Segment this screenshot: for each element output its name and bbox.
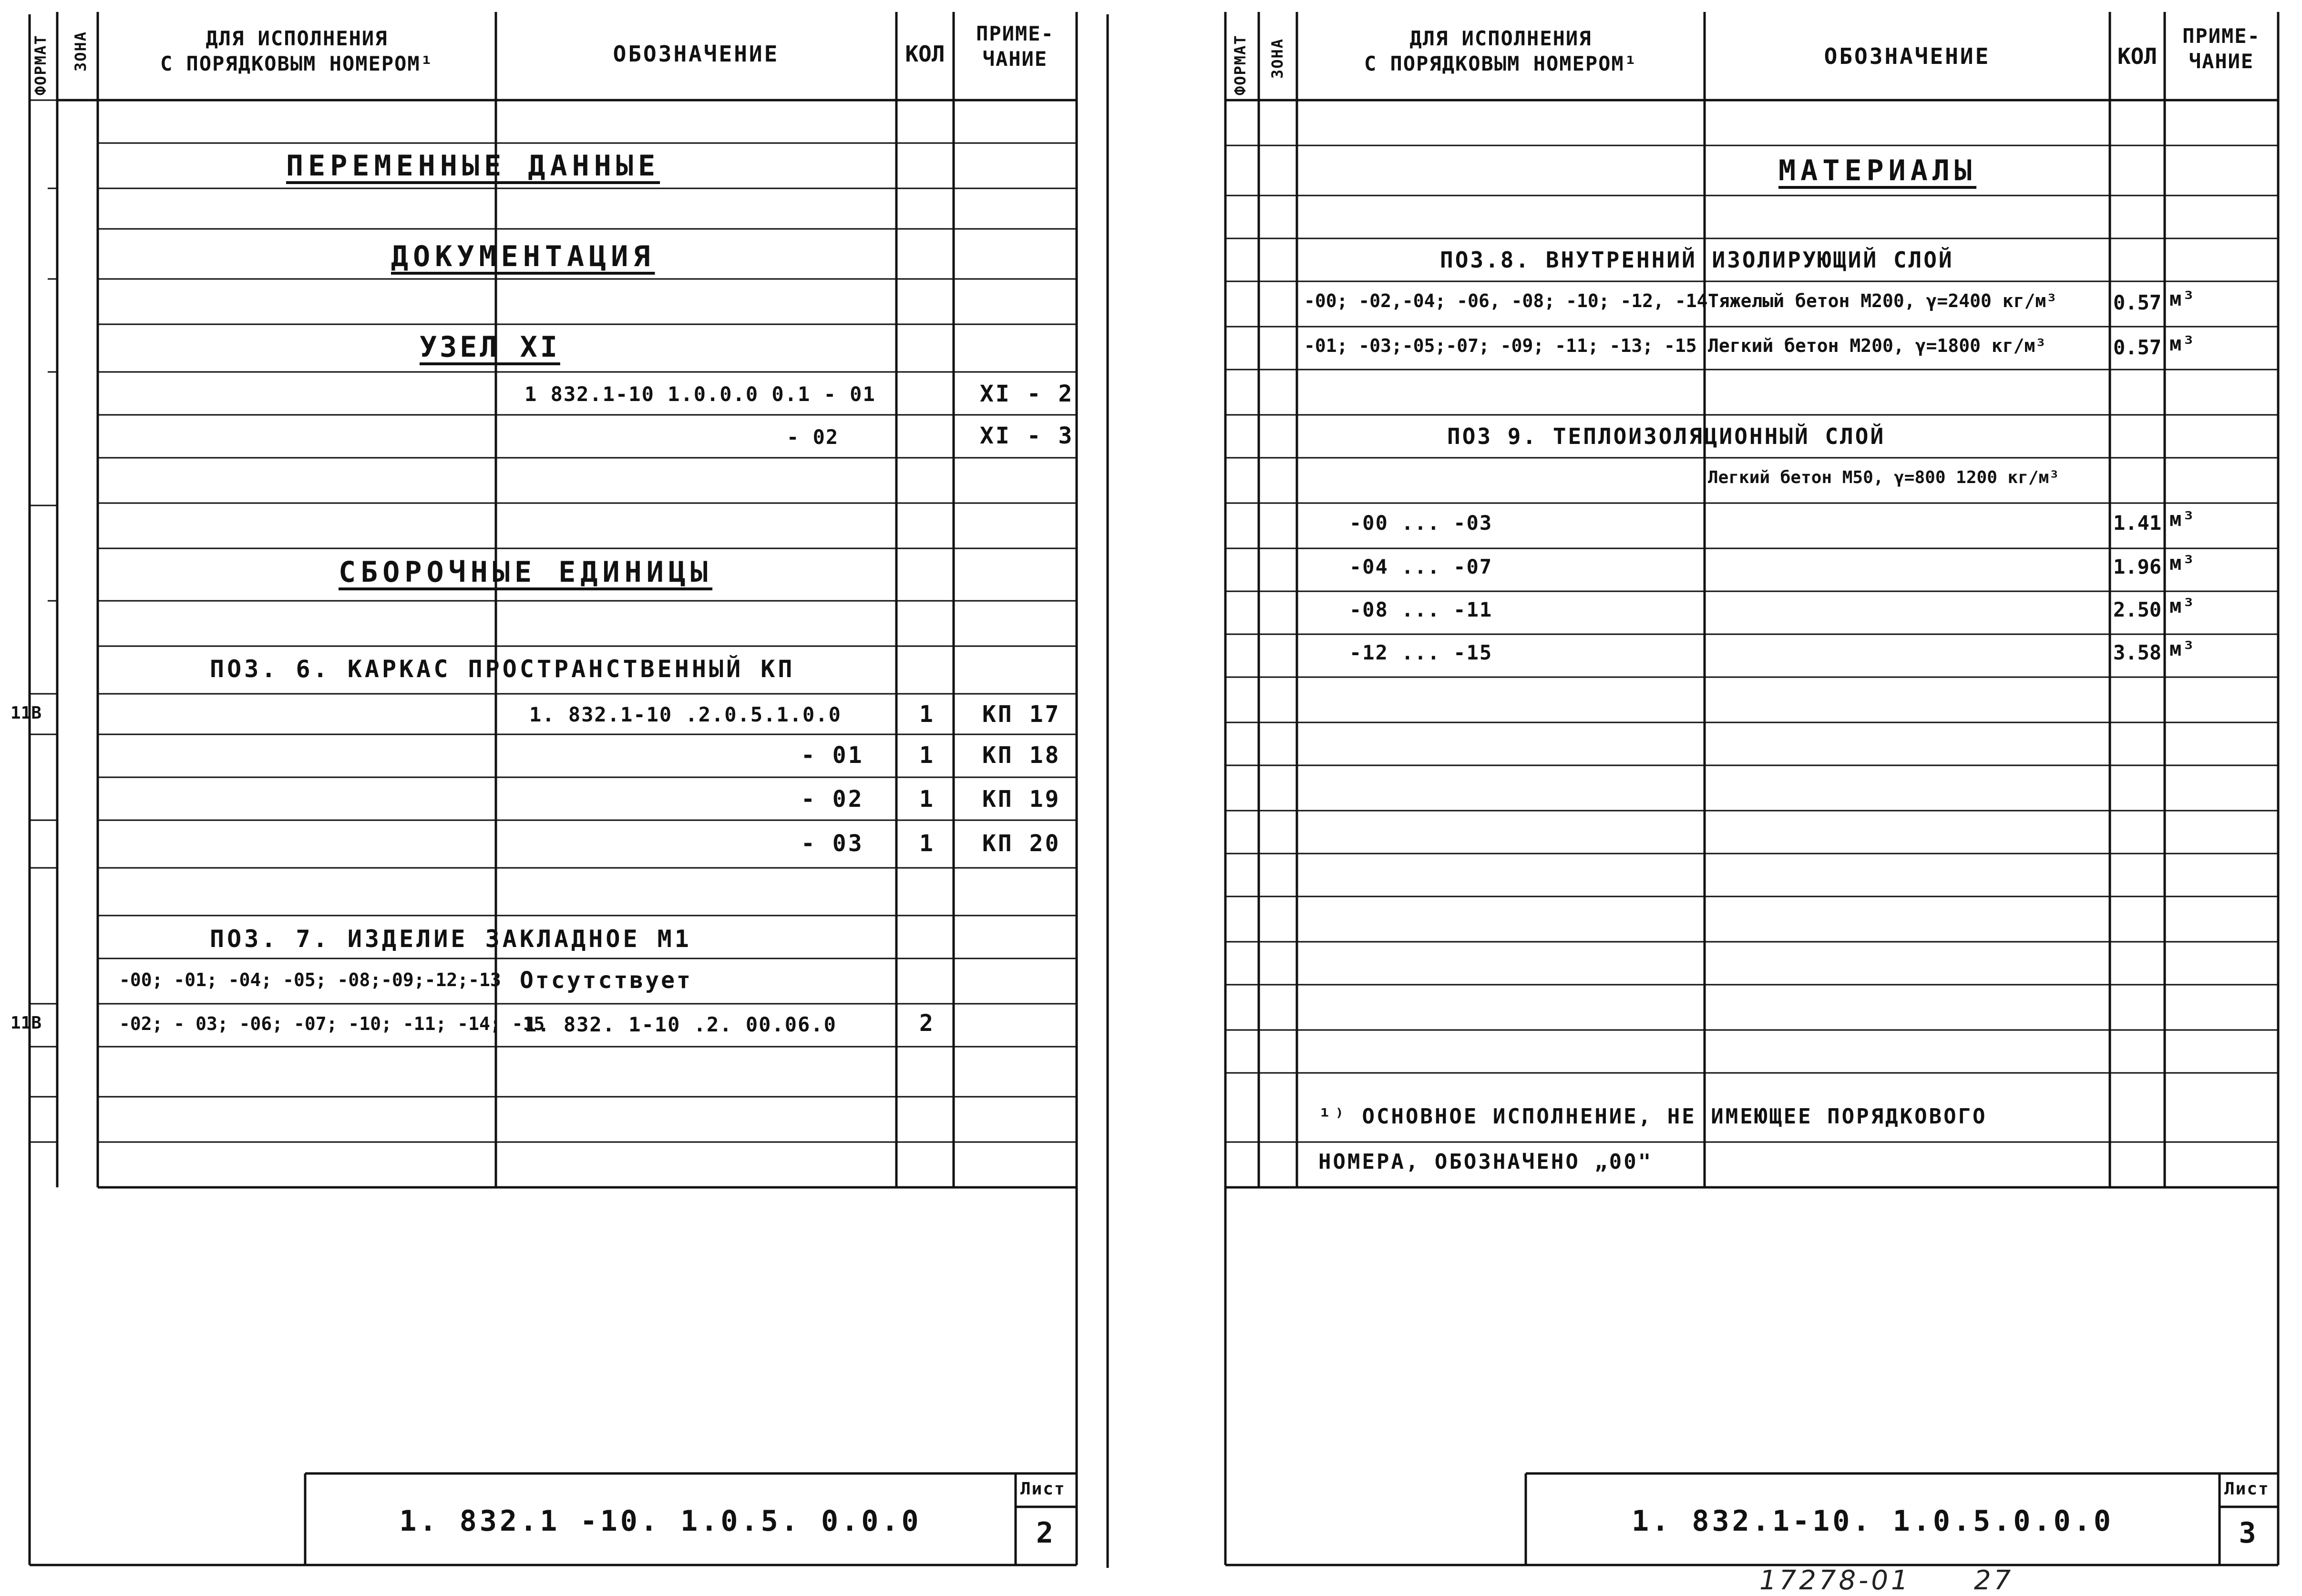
section-variable-data: ПЕРЕМЕННЫЕ ДАННЫЕ: [286, 149, 660, 183]
doc2-designation: - 02: [787, 425, 839, 449]
heavy-qty: 0.57: [2113, 291, 2162, 314]
section-unit: УЗЕЛ XI: [420, 330, 560, 364]
doc1-note: XI - 2: [980, 381, 1074, 407]
r1-unit: м³: [2169, 507, 2196, 531]
pos8-title: ПОЗ.8. ВНУТРЕННИЙ ИЗОЛИРУЮЩИЙ СЛОЙ: [1440, 247, 1954, 273]
heavy-unit: м³: [2169, 287, 2196, 310]
stamp-code: 1. 832.1-10. 1.0.5.0.0.0: [1632, 1504, 2114, 1538]
left-grid: [0, 0, 1144, 1582]
stamp-code: 1. 832.1 -10. 1.0.5. 0.0.0: [399, 1504, 922, 1538]
r2-unit: м³: [2169, 551, 2196, 575]
kp3-note: КП 19: [982, 786, 1061, 813]
kp1-note: КП 17: [982, 701, 1061, 728]
stamp-sheet-label: Лист: [1020, 1479, 1066, 1499]
light-material: Легкий бетон М200, γ=1800 кг/м³: [1708, 335, 2046, 356]
format-header: ФОРМАТ: [1231, 34, 1249, 95]
kp4-qty: 1: [919, 830, 935, 857]
kp1-designation: 1. 832.1-10 .2.0.5.1.0.0: [529, 703, 842, 726]
kp4-designation: - 03: [801, 830, 864, 857]
r1-exec: -00 ... -03: [1349, 511, 1493, 535]
kp1-qty: 1: [919, 701, 935, 728]
right-grid: [1202, 0, 2302, 1582]
r3-unit: м³: [2169, 594, 2196, 618]
note-header: ПРИМЕ- ЧАНИЕ: [976, 22, 1054, 71]
zone-header: ЗОНА: [72, 31, 90, 72]
kp2-note: КП 18: [982, 742, 1061, 769]
stamp-sheet-number: 3: [2239, 1516, 2259, 1550]
heavy-material: Тяжелый бетон М200, γ=2400 кг/м³: [1708, 290, 2057, 311]
kp4-note: КП 20: [982, 830, 1061, 857]
note-header: ПРИМЕ- ЧАНИЕ: [2182, 24, 2261, 73]
r2-qty: 1.96: [2113, 555, 2162, 578]
archive-page: 27: [1974, 1565, 2014, 1596]
r2-exec: -04 ... -07: [1349, 555, 1493, 578]
r4-unit: м³: [2169, 637, 2196, 660]
footnote-line-2: НОМЕРА, ОБОЗНАЧЕНО „00": [1318, 1150, 1653, 1174]
r4-exec: -12 ... -15: [1349, 641, 1493, 664]
doc1-designation: 1 832.1-10 1.0.0.0 0.1 - 01: [524, 382, 876, 406]
qty-header: КОЛ: [905, 41, 945, 67]
light-unit: м³: [2169, 332, 2196, 355]
pos9-title: ПОЗ 9. ТЕПЛОИЗОЛЯЦИОННЫЙ СЛОЙ: [1447, 423, 1886, 449]
right-sheet: [1202, 0, 2302, 1596]
m1b-exec: -02; - 03; -06; -07; -10; -11; -14; -15: [119, 1013, 545, 1034]
designation-header: ОБОЗНАЧЕНИЕ: [1824, 43, 1991, 69]
r4-qty: 3.58: [2113, 641, 2162, 664]
m1b-qty: 2: [919, 1010, 935, 1037]
stamp-sheet-label: Лист: [2224, 1479, 2270, 1499]
section-assembly-units: СБОРОЧНЫЕ ЕДИНИЦЫ: [339, 556, 713, 589]
section-materials: МАТЕРИАЛЫ: [1778, 154, 1977, 187]
r3-exec: -08 ... -11: [1349, 598, 1493, 621]
kp3-qty: 1: [919, 786, 935, 813]
archive-number: 17278-01: [1759, 1565, 1911, 1596]
m1b-designation: 1. 832. 1-10 .2. 00.06.0: [524, 1013, 837, 1036]
r3-qty: 2.50: [2113, 598, 2162, 621]
doc2-note: XI - 3: [980, 422, 1074, 449]
r1-qty: 1.41: [2113, 511, 2162, 535]
qty-header: КОЛ: [2117, 43, 2158, 69]
kp2-designation: - 01: [801, 742, 864, 769]
left-sheet: [0, 0, 1144, 1582]
for-execution-header: ДЛЯ ИСПОЛНЕНИЯ С ПОРЯДКОВЫМ НОМЕРОМ¹: [160, 27, 433, 75]
pos7-title: ПОЗ. 7. ИЗДЕЛИЕ ЗАКЛАДНОЕ М1: [210, 925, 692, 953]
stamp-sheet-number: 2: [1036, 1516, 1057, 1550]
kp2-qty: 1: [919, 742, 935, 769]
kp3-designation: - 02: [801, 786, 864, 813]
m1a-exec: -00; -01; -04; -05; -08;-09;-12;-13: [119, 969, 501, 990]
m1b-zone: 11В: [10, 1013, 42, 1033]
designation-header: ОБОЗНАЧЕНИЕ: [613, 41, 780, 67]
light-exec: -01; -03;-05;-07; -09; -11; -13; -15: [1304, 335, 1697, 356]
pos6-title: ПОЗ. 6. КАРКАС ПРОСТРАНСТВЕННЫЙ КП: [210, 655, 795, 683]
section-documentation: ДОКУМЕНТАЦИЯ: [391, 240, 655, 273]
m1a-designation: Отсутствует: [520, 967, 692, 994]
for-execution-header: ДЛЯ ИСПОЛНЕНИЯ С ПОРЯДКОВЫМ НОМЕРОМ¹: [1364, 27, 1637, 75]
format-header: ФОРМАТ: [31, 34, 50, 95]
footnote-line-1: ¹⁾ ОСНОВНОЕ ИСПОЛНЕНИЕ, НЕ ИМЕЮЩЕЕ ПОРЯДКОВОГО: [1318, 1104, 1987, 1129]
kp1-zone: 11В: [10, 703, 42, 723]
heavy-exec: -00; -02,-04; -06, -08; -10; -12, -14: [1304, 290, 1708, 311]
zone-header: ЗОНА: [1268, 38, 1286, 79]
pos9-material: Легкий бетон М50, γ=800 1200 кг/м³: [1708, 468, 2059, 487]
light-qty: 0.57: [2113, 336, 2162, 359]
